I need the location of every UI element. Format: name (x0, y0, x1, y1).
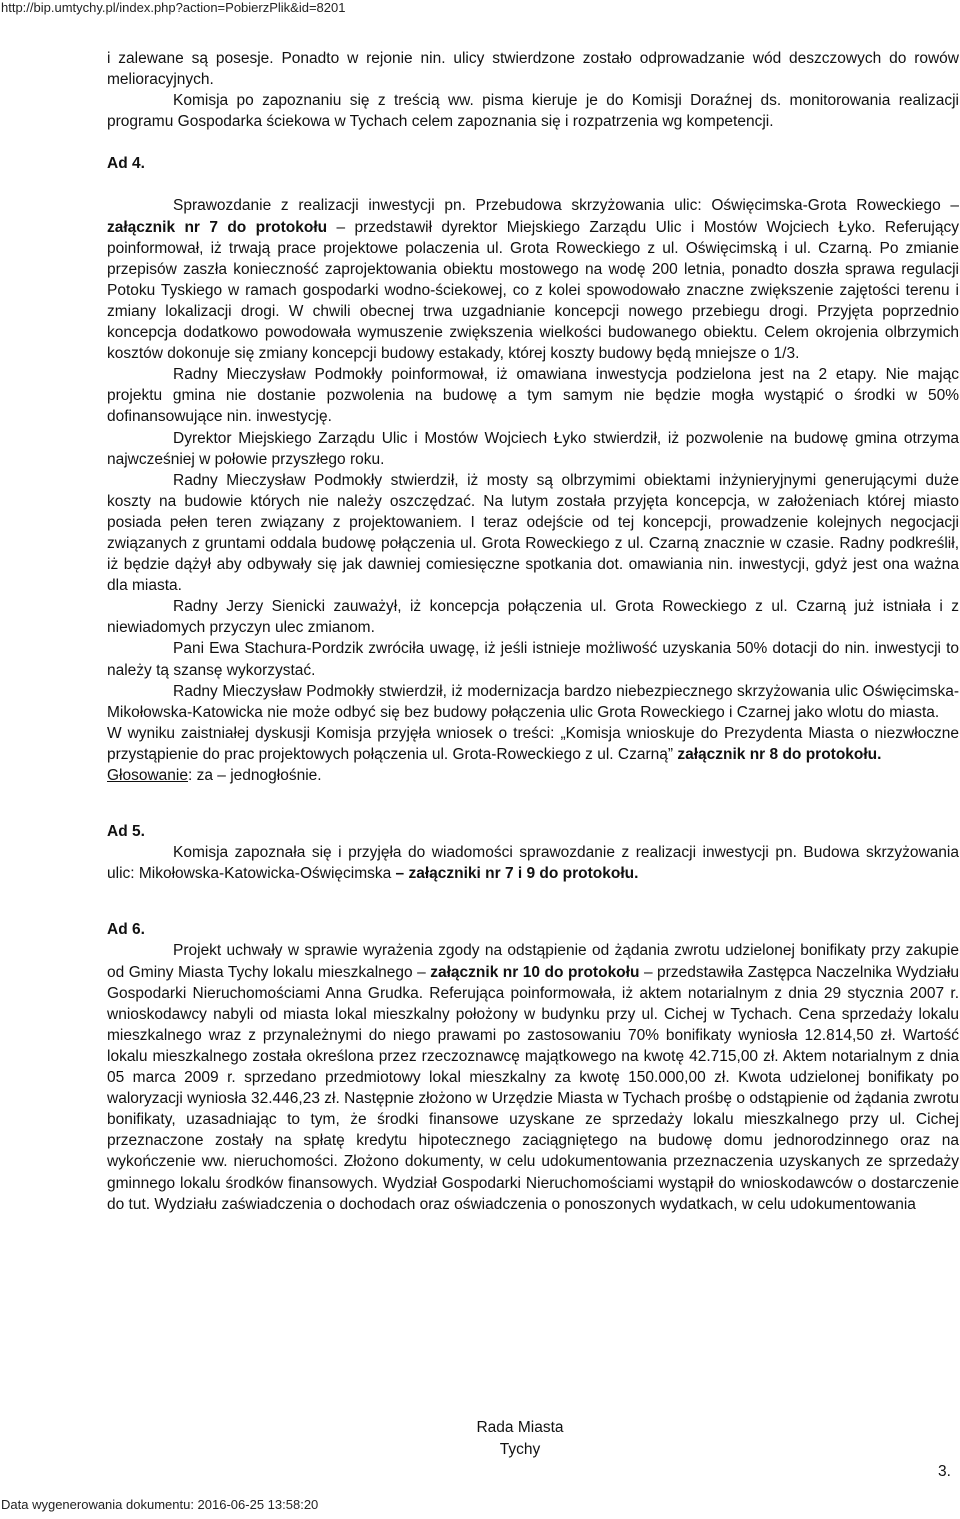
paragraph-text: Komisja zapoznała się i przyjęła do wiadomości sprawozdanie z realizacji inwestycji pn. Budowa skrzyżowania ulic: Mikołowska-Katowicka-Oświęcimska (107, 844, 959, 883)
section-heading-ad5: Ad 5. (107, 823, 145, 841)
paragraph: Dyrektor Miejskiego Zarządu Ulic i Mostów Wojciech Łyko stwierdził, iż pozwolenie na budowę gmina otrzyma najwcześniej w połowie przyszłego roku. (107, 429, 959, 468)
page-number: 3. (938, 1463, 951, 1480)
paragraph-text: – przedstawiła Zastępca Naczelnika Wydziału Gospodarki Nieruchomościami Anna Grudka. Referująca poinformowała, iż aktem notarialnym z dnia 29 stycznia 2007 r. wnioskodawcy nabyli od miasta lokal mieszkalny położony w budynku przy ul. Cichej w Tychach. Cena sprzedaży lokalu mieszkalnego wraz z przynależnymi do niego prawami po zastosowaniu 70% bonifikaty wyniosła 12.814,50 zł. Wartość lokalu mieszkalnego została określona przez rzeczoznawcę majątkowego na kwotę 42.715,00 zł. Aktem notarialnym z dnia 05 marca 2009 r. sprzedano przedmiotowy lokal mieszkalny za kwotę 150.000,00 zł. Kwota udzielonej bonifikaty po waloryzacji wyniosła 32.446,23 zł. Następnie złożono w Urzędzie Miasta w Tychach prośbę o odstąpienie od żądania zwrotu bonifikaty, uzasadniając to tym, że środki finansowe uzyskane ze sprzedaży lokalu mieszkalnego przy ul. Cichej przeznaczone zostały na spłatę kredytu hipotecznego zaciągniętego na budowę domu jednorodzinnego oraz na wykończenie ww. nieruchomości. Złożono dokumenty, w celu udokumentowania przeznaczenia uzyskanych ze sprzedaży gminnego lokalu środków finansowych. Wydział Gospodarki Nieruchomościami wystąpił do wnioskodawców o dostarczenie do tut. Wydziału zaświadczenia o dochodach oraz oświadczenia o ponoszonych wydatkach, w celu udokumentowania (107, 963, 959, 1213)
paragraph-text: W wyniku zaistniałej dyskusji Komisja przyjęła wniosek o treści: „Komisja wnioskuje do Prezydenta Miasta o niezwłoczne przystąpienie do prac projektowych połączenia ul. Grota-Roweckiego z ul. Czarną” (107, 724, 959, 763)
paragraph (107, 940, 959, 1214)
paragraph-text: Projekt uchwały w sprawie wyrażenia zgody na odstąpienie od żądania zwrotu udzielonej bonifikaty przy zakupie od Gminy Miasta Tychy lokalu mieszkalnego – (107, 942, 959, 981)
paragraph: Radny Mieczysław Podmokły stwierdził, iż mosty są olbrzymimi obiektami inżynieryjnymi generującymi duże koszty na budowie których nie należy oszczędzać. Na lutym została przyjęta koncepcja, w założeniach której miasto posiada pełen teren związany z projektowaniem. I teraz odejście od tej koncepcji, prowadzenie kolejnych negocjacji związanych z gruntami oddala budowę połączenia ul. Grota Roweckiego z ul. Czarną znacznie w czasie. Radny podkreślił, iż będzie dążył aby odbywały się jak dawniej comiesięczne spotkania dot. omawiania nin. inwestycji, gdyż jest ona ważna dla miasta. (107, 471, 959, 595)
vote-label: Głosowanie (107, 767, 188, 784)
vote-result (107, 765, 959, 786)
attachment-reference: załącznik nr 8 do protokołu. (677, 745, 882, 763)
document-url: http://bip.umtychy.pl/index.php?action=PobierzPlik&id=8201 (1, 0, 346, 15)
document-body (107, 48, 959, 1215)
attachment-reference: załącznik nr 7 do protokołu (107, 218, 328, 236)
council-stamp-line1: Rada Miasta (476, 1419, 564, 1436)
attachment-reference: – załączniki nr 7 i 9 do protokołu. (395, 865, 639, 883)
paragraph-text: Sprawozdanie z realizacji inwestycji pn. Przebudowa skrzyżowania ulic: Oświęcimska-Grota Roweckiego – (173, 197, 959, 215)
paragraph (107, 842, 959, 884)
paragraph: i zalewane są posesje. Ponadto w rejonie nin. ulicy stwierdzone zostało odprowadzanie wód deszczowych do rowów melioracyjnych. (107, 50, 959, 89)
council-stamp-line2: Tychy (499, 1441, 541, 1458)
vote-text: : za – jednogłośnie. (188, 767, 322, 784)
paragraph: Pani Ewa Stachura-Pordzik zwróciła uwagę, iż jeśli istnieje możliwość uzyskania 50% dotacji do nin. inwestycji to należy tą szansę wykorzystać. (107, 640, 959, 679)
paragraph-text: – przedstawił dyrektor Miejskiego Zarządu Ulic i Mostów Wojciech Łyko. Referujący poinformował, iż trwają prace projektowe polaczenia ul. Grota Roweckiego z ul. Oświęcimską i ul. Czarną. Po zmianie przepisów zaszła konieczność zaprojektowania obiektu mostowego na wodę 200 letnia, ponadto doszła sprawa regulacji Potoku Tyskiego w ramach gospodarki wodno-ściekowej, co z kolei spowodowało znaczne zwiększenie zajętości terenu i zmiany lokalizacji drogi. W chwili obecnej trwa uzgadnianie koncepcji nowego przebiegu drogi. Przyjęta poprzednio koncepcja dodatkowo powodowała wymuszenie zwiększenia wielkości budowanego obiektu. Celem okrojenia olbrzymich kosztów dokonuje się zmiany koncepcji budowy estakady, której koszty budowy będą mniejsze o 1/3. (107, 218, 959, 363)
paragraph: Radny Jerzy Sienicki zauważył, iż koncepcja połączenia ul. Grota Roweckiego z ul. Czarną już istniała i z niewiadomych przyczyn ulec zmianom. (107, 598, 959, 637)
paragraph: Radny Mieczysław Podmokły poinformował, iż omawiana inwestycja podzielona jest na 2 etapy. Nie mając projektu gmina nie dostanie pozwolenia na budowę a tym samym nie będzie mogła wystąpić o środki w 50% dofinansowujące nin. inwestycję. (107, 366, 959, 426)
section-heading-ad4: Ad 4. (107, 155, 145, 173)
paragraph (107, 195, 959, 364)
generation-date-footer: Data wygenerowania dokumentu: 2016-06-25 13:58:20 (1, 1497, 319, 1512)
section-heading-ad6: Ad 6. (107, 921, 145, 939)
paragraph (107, 723, 959, 765)
attachment-reference: załącznik nr 10 do protokołu (430, 963, 640, 981)
paragraph: Radny Mieczysław Podmokły stwierdził, iż modernizacja bardzo niebezpiecznego skrzyżowania ulic Oświęcimska- Mikołowska-Katowicka nie może odbyć się bez budowy połączenia ulic Grota Roweckiego i Czarnej jako wlotu do miasta. (107, 682, 959, 721)
paragraph: Komisja po zapoznaniu się z treścią ww. pisma kieruje je do Komisji Doraźnej ds. monitorowania realizacji programu Gospodarka ściekowa w Tychach celem zapoznania się i rozpatrzenia wg kompetencji. (107, 92, 959, 131)
